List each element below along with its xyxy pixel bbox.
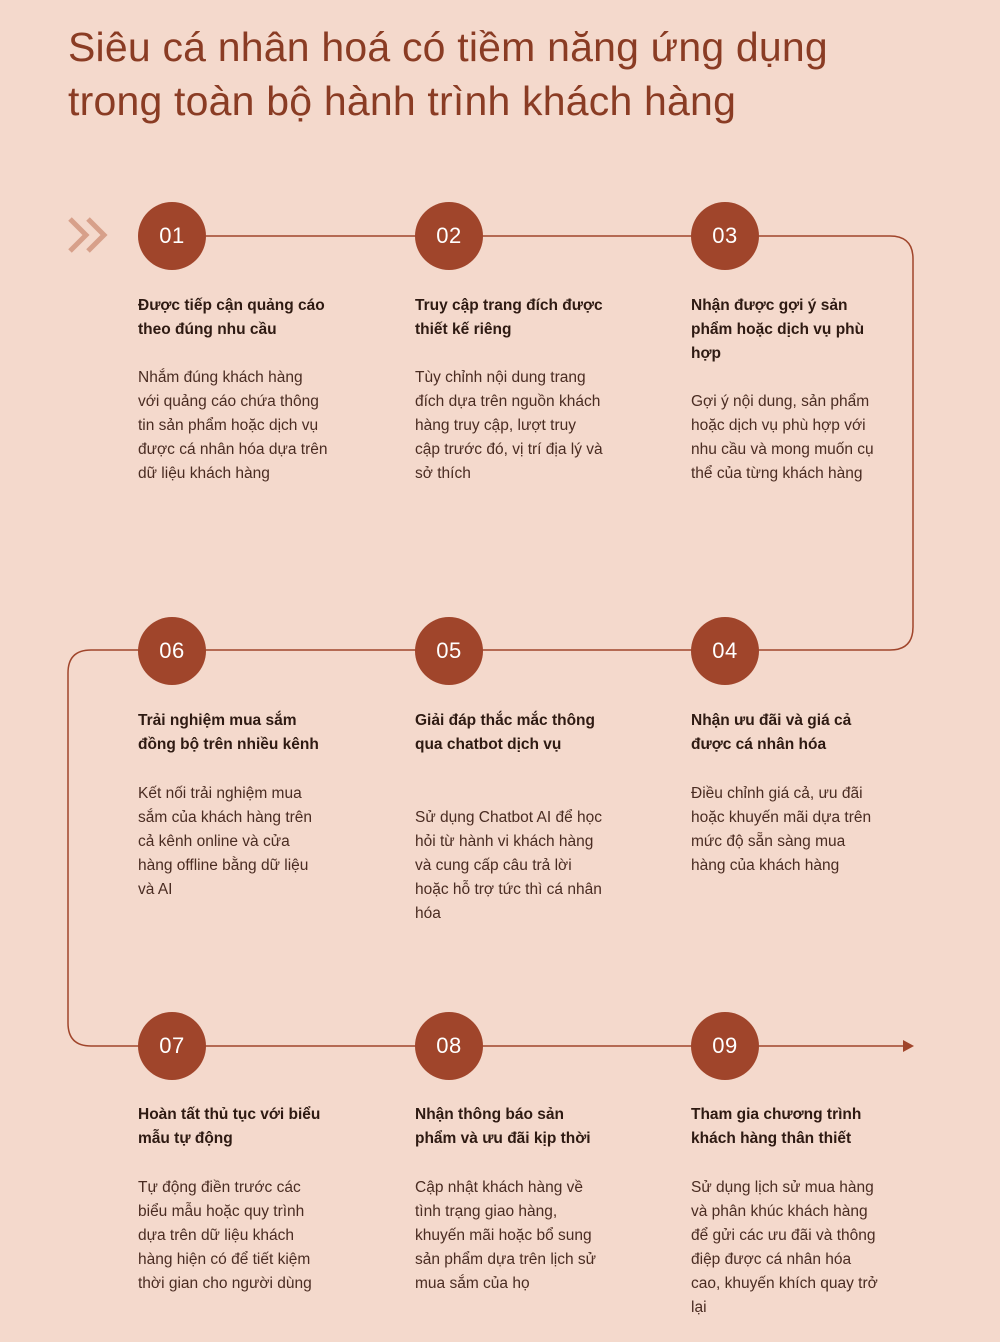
step-number-07: 07 <box>138 1012 206 1080</box>
step-number-05: 05 <box>415 617 483 685</box>
step-desc-01: Nhắm đúng khách hàng với quảng cáo chứa thông tin sản phẩm hoặc dịch vụ được cá nhân hóa dựa trên dữ liệu khách hàng <box>138 369 328 482</box>
step-title-03: Nhận được gợi ý sản phẩm hoặc dịch vụ phù hợp <box>691 297 865 362</box>
double-chevron-right-icon <box>66 215 112 255</box>
step-desc-02: Tùy chỉnh nội dung trang đích dựa trên nguồn khách hàng truy cập, lượt truy cập trước đó, vị trí địa lý và sở thích <box>415 369 603 482</box>
step-number-03: 03 <box>691 202 759 270</box>
step-number-04: 04 <box>691 617 759 685</box>
step-desc-09: Sử dụng lịch sử mua hàng và phân khúc khách hàng để gửi các ưu đãi và thông điệp được cá nhân hóa cao, khuyến khích quay trở lại <box>691 1179 878 1316</box>
step-desc-04: Điều chỉnh giá cả, ưu đãi hoặc khuyến mãi dựa trên mức độ sẵn sàng mua hàng của khách hàng <box>691 785 872 874</box>
step-number-08: 08 <box>415 1012 483 1080</box>
step-desc-07: Tự động điền trước các biểu mẫu hoặc quy trình dựa trên dữ liệu khách hàng hiện có để tiết kiệm thời gian cho người dùng <box>138 1179 312 1292</box>
step-title-07: Hoàn tất thủ tục với biểu mẫu tự động <box>138 1106 321 1147</box>
title-line-1: Siêu cá nhân hoá có tiềm năng ứng dụng <box>68 24 828 70</box>
step-desc-03: Gợi ý nội dung, sản phẩm hoặc dịch vụ phù hợp với nhu cầu và mong muốn cụ thể của từng khách hàng <box>691 393 874 482</box>
step-number-09: 09 <box>691 1012 759 1080</box>
arrow-head-icon <box>903 1040 914 1052</box>
step-number-02: 02 <box>415 202 483 270</box>
step-desc-08: Cập nhật khách hàng về tình trạng giao hàng, khuyến mãi hoặc bổ sung sản phẩm dựa trên lịch sử mua sắm của họ <box>415 1179 597 1292</box>
step-title-05: Giải đáp thắc mắc thông qua chatbot dịch vụ <box>415 712 595 753</box>
title-line-2: trong toàn bộ hành trình khách hàng <box>68 78 737 124</box>
step-title-08: Nhận thông báo sản phẩm và ưu đãi kịp thời <box>415 1106 591 1147</box>
step-desc-06: Kết nối trải nghiệm mua sắm của khách hàng trên cả kênh online và cửa hàng offline bằng dữ liệu và AI <box>138 785 313 898</box>
step-title-02: Truy cập trang đích được thiết kế riêng <box>415 297 603 338</box>
step-title-06: Trải nghiệm mua sắm đồng bộ trên nhiều kênh <box>138 712 319 753</box>
step-title-04: Nhận ưu đãi và giá cả được cá nhân hóa <box>691 712 852 753</box>
step-number-06: 06 <box>138 617 206 685</box>
step-desc-05: Sử dụng Chatbot AI để học hỏi từ hành vi khách hàng và cung cấp câu trả lời hoặc hỗ trợ tức thì cá nhân hóa <box>415 809 603 922</box>
step-number-01: 01 <box>138 202 206 270</box>
step-title-01: Được tiếp cận quảng cáo theo đúng nhu cầu <box>138 297 325 338</box>
step-title-09: Tham gia chương trình khách hàng thân thiết <box>691 1106 862 1147</box>
